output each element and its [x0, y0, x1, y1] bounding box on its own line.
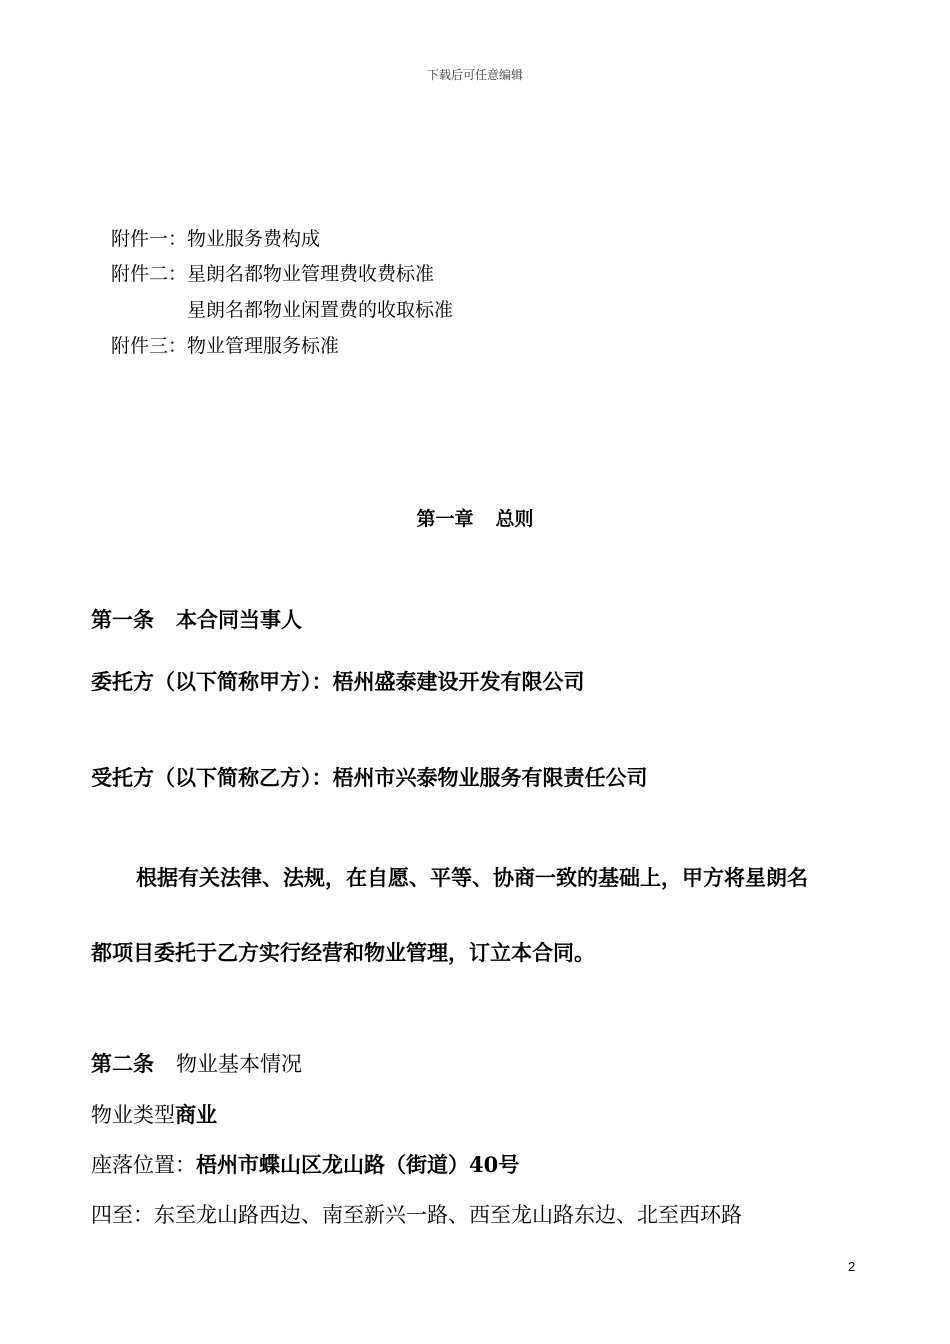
- article-title: 物业基本情况: [176, 1052, 302, 1076]
- attachment-text: 物业管理服务标准: [187, 335, 340, 357]
- attachment-text: 星朗名都物业闲置费的收取标准: [187, 299, 454, 321]
- article-1-heading: [91, 607, 302, 633]
- property-boundary: 四至：东至龙山路西边、南至新兴一路、西至龙山路东边、北至西环路: [91, 1203, 742, 1227]
- attachment-3: [111, 334, 339, 358]
- location-label: 座落位置：: [91, 1153, 196, 1177]
- attachment-label: 附件三：: [111, 335, 188, 357]
- chapter-heading: [0, 507, 950, 531]
- article-number: 第二条: [91, 1051, 154, 1076]
- attachment-label: 附件一：: [111, 228, 188, 250]
- location-value: 梧州市蝶山区龙山路（街道）40号: [196, 1152, 520, 1177]
- paragraph-line-1: 根据有关法律、法规，在自愿、平等、协商一致的基础上，甲方将星朗名: [136, 865, 808, 890]
- attachment-2: [111, 262, 434, 286]
- paragraph-line-2: 都项目委托于乙方实行经营和物业管理，订立本合同。: [91, 940, 595, 965]
- property-type: [91, 1102, 217, 1128]
- article-title: 本合同当事人: [176, 607, 302, 632]
- attachment-text: 星朗名都物业管理费收费标准: [187, 263, 435, 285]
- attachment-text: 物业服务费构成: [187, 228, 321, 250]
- article-number: 第一条: [91, 607, 154, 632]
- chapter-title: 总则: [495, 508, 534, 530]
- attachment-label: 附件二：: [111, 263, 188, 285]
- article-2-heading: [91, 1051, 302, 1077]
- property-location: [91, 1152, 519, 1178]
- party-a: 委托方（以下简称甲方）：梧州盛泰建设开发有限公司: [91, 669, 585, 694]
- party-b: 受托方（以下简称乙方）：梧州市兴泰物业服务有限责任公司: [91, 765, 648, 790]
- attachment-2b: [187, 298, 453, 322]
- chapter-number: 第一章: [416, 508, 474, 530]
- page-number: 2: [848, 1259, 856, 1274]
- page-header: 下载后可任意编辑: [426, 68, 523, 82]
- attachment-1: [111, 227, 320, 251]
- property-type-label: 物业类型: [91, 1103, 175, 1127]
- property-type-value: 商业: [175, 1102, 217, 1127]
